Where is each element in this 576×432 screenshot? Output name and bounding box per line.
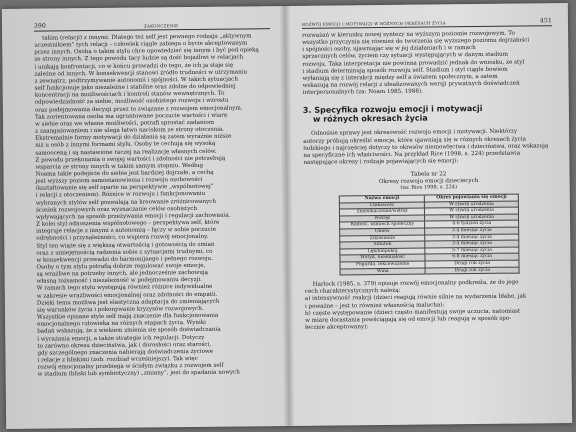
table-cell: 5-7 miesiąc życia xyxy=(425,247,519,255)
text-line: w zakresie wrażliwości emocjonalnej oraz zdolności do empatii. xyxy=(36,291,218,300)
list-item: łecznie akceptowany); xyxy=(305,324,369,331)
right-page-header xyxy=(302,17,552,29)
list-item: w miarę dorastania powściągają się od emocji lub reagują w sposób spo- xyxy=(305,315,512,324)
text-line: Dzięki temu możliwa jest elastyczna adaptacja do zmieniających xyxy=(36,298,220,307)
table-cell: Wstręt xyxy=(339,215,424,222)
table-title: Okresy rozwoju emocji dzieciecych xyxy=(378,177,479,185)
text-line: własną tożsamość i niezależność w podejmowaniu decyzji. xyxy=(36,277,202,285)
text-line: Z kolei styl odnoszenia wspólnotowego – perspektywa self, które xyxy=(36,219,220,228)
text-line: rozważań w kierunku nowej syntezy na wyższym poziomie rozwojowym. To xyxy=(302,30,515,39)
text-line: wyłaniają się z interakcji między self a światem społecznym, a zatem xyxy=(302,73,498,82)
text-line: interpersonalnych (za: Noam 1985, 1988). xyxy=(302,88,423,97)
table-cell: Smutek xyxy=(340,241,425,248)
left-running-title: ZAKOŃCZENIE xyxy=(143,23,179,29)
list-item: b) częste występowanie (dzieci często manifestują swoje uczucia, natomiast xyxy=(304,308,521,317)
text-line: autorzy próbują określić emocje, które ujawniają się w różnych okresach życia xyxy=(303,136,527,145)
text-line: i wyrażania emocji, a także strategie ich regulacji. Dotyczy xyxy=(37,334,205,343)
text-line: rozwoju. Taka interpretacja nie powinna prowadzić jednak do wniosku, że styl xyxy=(302,59,525,68)
section-title-line2: w różnych okresach życia xyxy=(312,113,428,125)
text-line: gdy szczególnego znaczenia nabierają doświadczenia życiowe xyxy=(37,348,214,357)
text-line: niż u osób z innymi formami stylu. Osoby te cechują się wysoką xyxy=(35,141,216,149)
text-line: uczestnikiem” tych relacji – człowiek ciągle zabiega o bycie akceptowanym xyxy=(34,40,248,49)
table-cell: W chwili urodzenia xyxy=(425,201,519,209)
text-line: badań wskazują, że z wiekiem zmienia się sposób doświadczania xyxy=(37,327,221,336)
text-line: emocjonalnego człowieka na różnych etapach życia. Wyniki xyxy=(37,320,206,328)
characteristics-list xyxy=(305,294,555,332)
right-intro-paragraph xyxy=(302,30,553,97)
right-page xyxy=(298,3,564,426)
table-cell: Wina xyxy=(340,268,425,275)
table-caption-block xyxy=(304,170,554,192)
table-source: (za: Rice 1998, s. 224) xyxy=(400,184,458,192)
text-line: z zaangażowaniem i nie ulega łatwo naciskom ze strony otoczenia. xyxy=(35,126,225,135)
text-line: ludzkiego i najczęściej dotyczy to okresów niemowlęctwa i dzieciństwa, oraz wskazują xyxy=(303,142,549,152)
text-line: w konsekwencji prowadzi do harmonijnego i pełnego rozwoju. xyxy=(36,255,213,264)
text-line: oraz podejmowania decyzji przez to związane z rozwojem emocjonalnym. xyxy=(34,105,243,114)
section-heading xyxy=(303,104,553,125)
text-line: Odnośnie sprawy jest okresowość rozwoju emocji i motywacji. Niektórzy xyxy=(311,128,518,138)
text-line: rozwój emocjonalny przebiega w ścisłym związku z rozwojem self xyxy=(37,362,224,371)
text-line: wybranych stylów self pozwalają na kreowanie zróżnicowanych xyxy=(35,198,217,207)
table-cell: W chwili urodzenia xyxy=(425,207,519,215)
table-cell: Zniesmaczenie/wstręt xyxy=(339,208,424,215)
text-line: się warunków życia i pokonywanie kryzysów rozwojowych. xyxy=(36,305,204,314)
table-cell: Pogarda, lekceważenie xyxy=(340,261,425,268)
left-page xyxy=(12,6,278,429)
text-line: na specyficzne ich właściwości. Na przykład Rice (1998, s. 224) przedstawia xyxy=(303,150,521,159)
text-line: i relacje z bliskimi (zob. rozdział wcześniejszy). Tak więc xyxy=(37,355,198,364)
text-line: Noama takie podejście do siebie jest bardziej dojrzałe, a cechą xyxy=(35,169,214,178)
text-line: i spójności osoby, ujawniając się w jej działaniach i w ramach xyxy=(302,45,476,54)
text-line: takim (relacji) z innymi. Dlatego też self jest pewnego rodzaju „aktywnym xyxy=(42,33,252,42)
table-cell: Lęk/niepokój xyxy=(340,248,425,255)
table-cell: 4-6 tydzień życia xyxy=(425,220,519,228)
text-line: wskazują na rozwój relacji z idealizowanych wersji prywatnych doświadczeń xyxy=(302,80,520,89)
text-line: są wrażliwe na potrzeby innych, ale jednocześnie zachowują xyxy=(36,269,209,278)
text-line: zależne od innych. W konsekwencji stanowi źródło trudności w utrzymaniu xyxy=(34,69,248,78)
text-line: samooceną i są nastawione raczej na realizację własnych celów. xyxy=(35,148,217,157)
text-line: Ekstremalnie formy motywacji do działania są zatem wyraźnie niższe xyxy=(35,133,232,142)
table-cell: 3-4 miesiąc życia xyxy=(425,227,519,235)
text-line: W ramach tego stylu występują również różnice indywidualne xyxy=(36,284,213,293)
text-line: Styl ten wiąże się z większą otwartością i gotowością do zmian xyxy=(36,241,215,250)
text-line: sprzecznych celów, życiem czy sytuacji występujących w danym stadium xyxy=(302,52,508,61)
left-page-body xyxy=(34,33,274,379)
list-item: a) intensywność reakcji (dzieci reagują równie silnie na wydarzenia błahe, jak xyxy=(304,293,527,303)
text-line: self funkcjonuje jako niezależne i stabilne oraz zdolne do odpowiedniej xyxy=(34,83,236,92)
text-line: Z powodu przekonania o swojej wartości i zdolności nie potrzebują xyxy=(35,155,226,164)
section-number: 3. xyxy=(302,106,312,116)
right-page-body xyxy=(302,30,555,332)
text-line: i stadium determinują sposób rozwoju self. Stadium i styl ciągle bowiem xyxy=(302,66,508,75)
text-line: i relacji z otoczeniem). Różnice w rozwoju i funkcjonowaniu xyxy=(35,191,206,200)
text-line: w siebie oraz we własne możliwości, potrafi sprostać zadaniom xyxy=(34,119,215,128)
left-page-number: 390 xyxy=(33,22,47,30)
text-line: Osoby o tym stylu potrafią dobrze regulować swoje emocje, xyxy=(36,262,206,271)
text-line: ze strony innych. Z tego powodu tacy ludzie są dość bojaźliwi w relacjach xyxy=(34,54,244,64)
text-line: wszystko przyczynia się również do tworzenia się wyższego poziomu dojrzałości xyxy=(302,37,530,46)
table-cell: 6-8 miesiąc życia xyxy=(425,253,519,261)
table-cell: Drugi rok życia xyxy=(425,267,519,275)
text-line: Wszystkie opisane style self mają znaczenie dla funkcjonowania xyxy=(37,312,219,321)
table-body xyxy=(339,201,519,275)
table-cell: Gniew xyxy=(340,228,425,235)
text-line: (kształtowanie się self oparte na perspektywie „wspólnotowej” xyxy=(35,184,214,192)
table-cell: W chwili urodzenia xyxy=(425,214,519,222)
text-line: to zarówno okresu dzieciństwa, jak i dorosłości oraz starości, xyxy=(37,341,212,350)
book-spread xyxy=(2,3,572,429)
text-line: następujące okresy i rodzaje pojawiających się emocji: xyxy=(303,158,459,166)
emotions-table xyxy=(339,194,520,276)
text-line: oraz z umiejętnością radzenia sobie z sytuacjami trudnymi, co xyxy=(36,248,213,257)
text-line: przez innych. Osoba o takim stylu chce opowiedzieć się innym i być pod opieką xyxy=(34,47,259,56)
right-paragraph-1 xyxy=(303,129,553,167)
table-cell: 3-4 miesiąc życia xyxy=(425,234,519,242)
text-line: Tak zorientowana osoba ma ugruntowane poczucie wartości i wiarę xyxy=(34,112,228,121)
text-line: Harlock (1985, s. 379) opisuje rozwój emocjonalny podkreśla, że do jego xyxy=(312,279,519,288)
table-header-cell: Okres pojawiania się emocji xyxy=(425,194,519,202)
table-row xyxy=(340,267,519,275)
table-cell: 3-4 miesiąc życia xyxy=(425,240,519,248)
left-page-header xyxy=(34,20,270,31)
text-line: cech charakterystycznych należą: xyxy=(304,288,401,296)
text-line: wsparcia ze strony innych w takim samym stopniu. Według xyxy=(35,162,204,171)
text-line: z zewnątrz, podtrzymywanie autonomii i spójności. W takich sytuacjach xyxy=(34,76,238,85)
text-line: integruje relacje z innymi z autonomią – łączy w sobie poczucie xyxy=(36,226,216,235)
table-caption: Tabela nr 22 xyxy=(410,171,447,178)
right-page-number: 451 xyxy=(539,17,553,25)
table-cell: Wstyd, nieśmiałość xyxy=(340,254,425,261)
text-line: koncentracji na możliwościach i kontroli stanów wewnętrznych. To xyxy=(34,90,225,99)
table-header-cell: Nazwa emocji xyxy=(339,195,424,202)
text-line: odrębności i przynależności, co wspiera rozwój emocjonalny. xyxy=(36,234,209,243)
text-line: i unikają konfrontacji, co w końcu prowadzi do tego, że ich ja staje się xyxy=(34,62,234,71)
text-line: w stadium (bliski lub symbiotyczny) „zmiany”, jest do spadania nowych xyxy=(37,369,240,378)
list-item: i poważne – jest to również własnością malucha); xyxy=(304,301,445,310)
section-title-line1: Specyfika rozwoju emocji i motywacji xyxy=(314,104,483,116)
text-line: odpowiedzialność za siebie, możliwość osobistego rozwoju i wzrostu xyxy=(34,98,229,107)
text-line: jest wyższy poziom samostanowienia i rozwoju osobowości xyxy=(35,177,203,185)
text-line: ścieżek rozwojowych oraz wyznaczanie celów osobistych xyxy=(35,205,198,214)
table-cell: Ciekawość xyxy=(339,202,424,209)
table-cell: Drugi rok życia xyxy=(425,260,519,268)
table-cell: Zdziwienie xyxy=(340,235,425,242)
right-running-title: ROZWÓJ EMOCJI I MOTYWACJI W RÓŻNYCH OKRESACH ŻYCIA xyxy=(301,20,446,27)
table-cell: Radość, uśmiech społeczny xyxy=(340,221,425,228)
text-line: wpływających na sposób przeżywania emocji i regulacji zachowania. xyxy=(35,212,231,221)
